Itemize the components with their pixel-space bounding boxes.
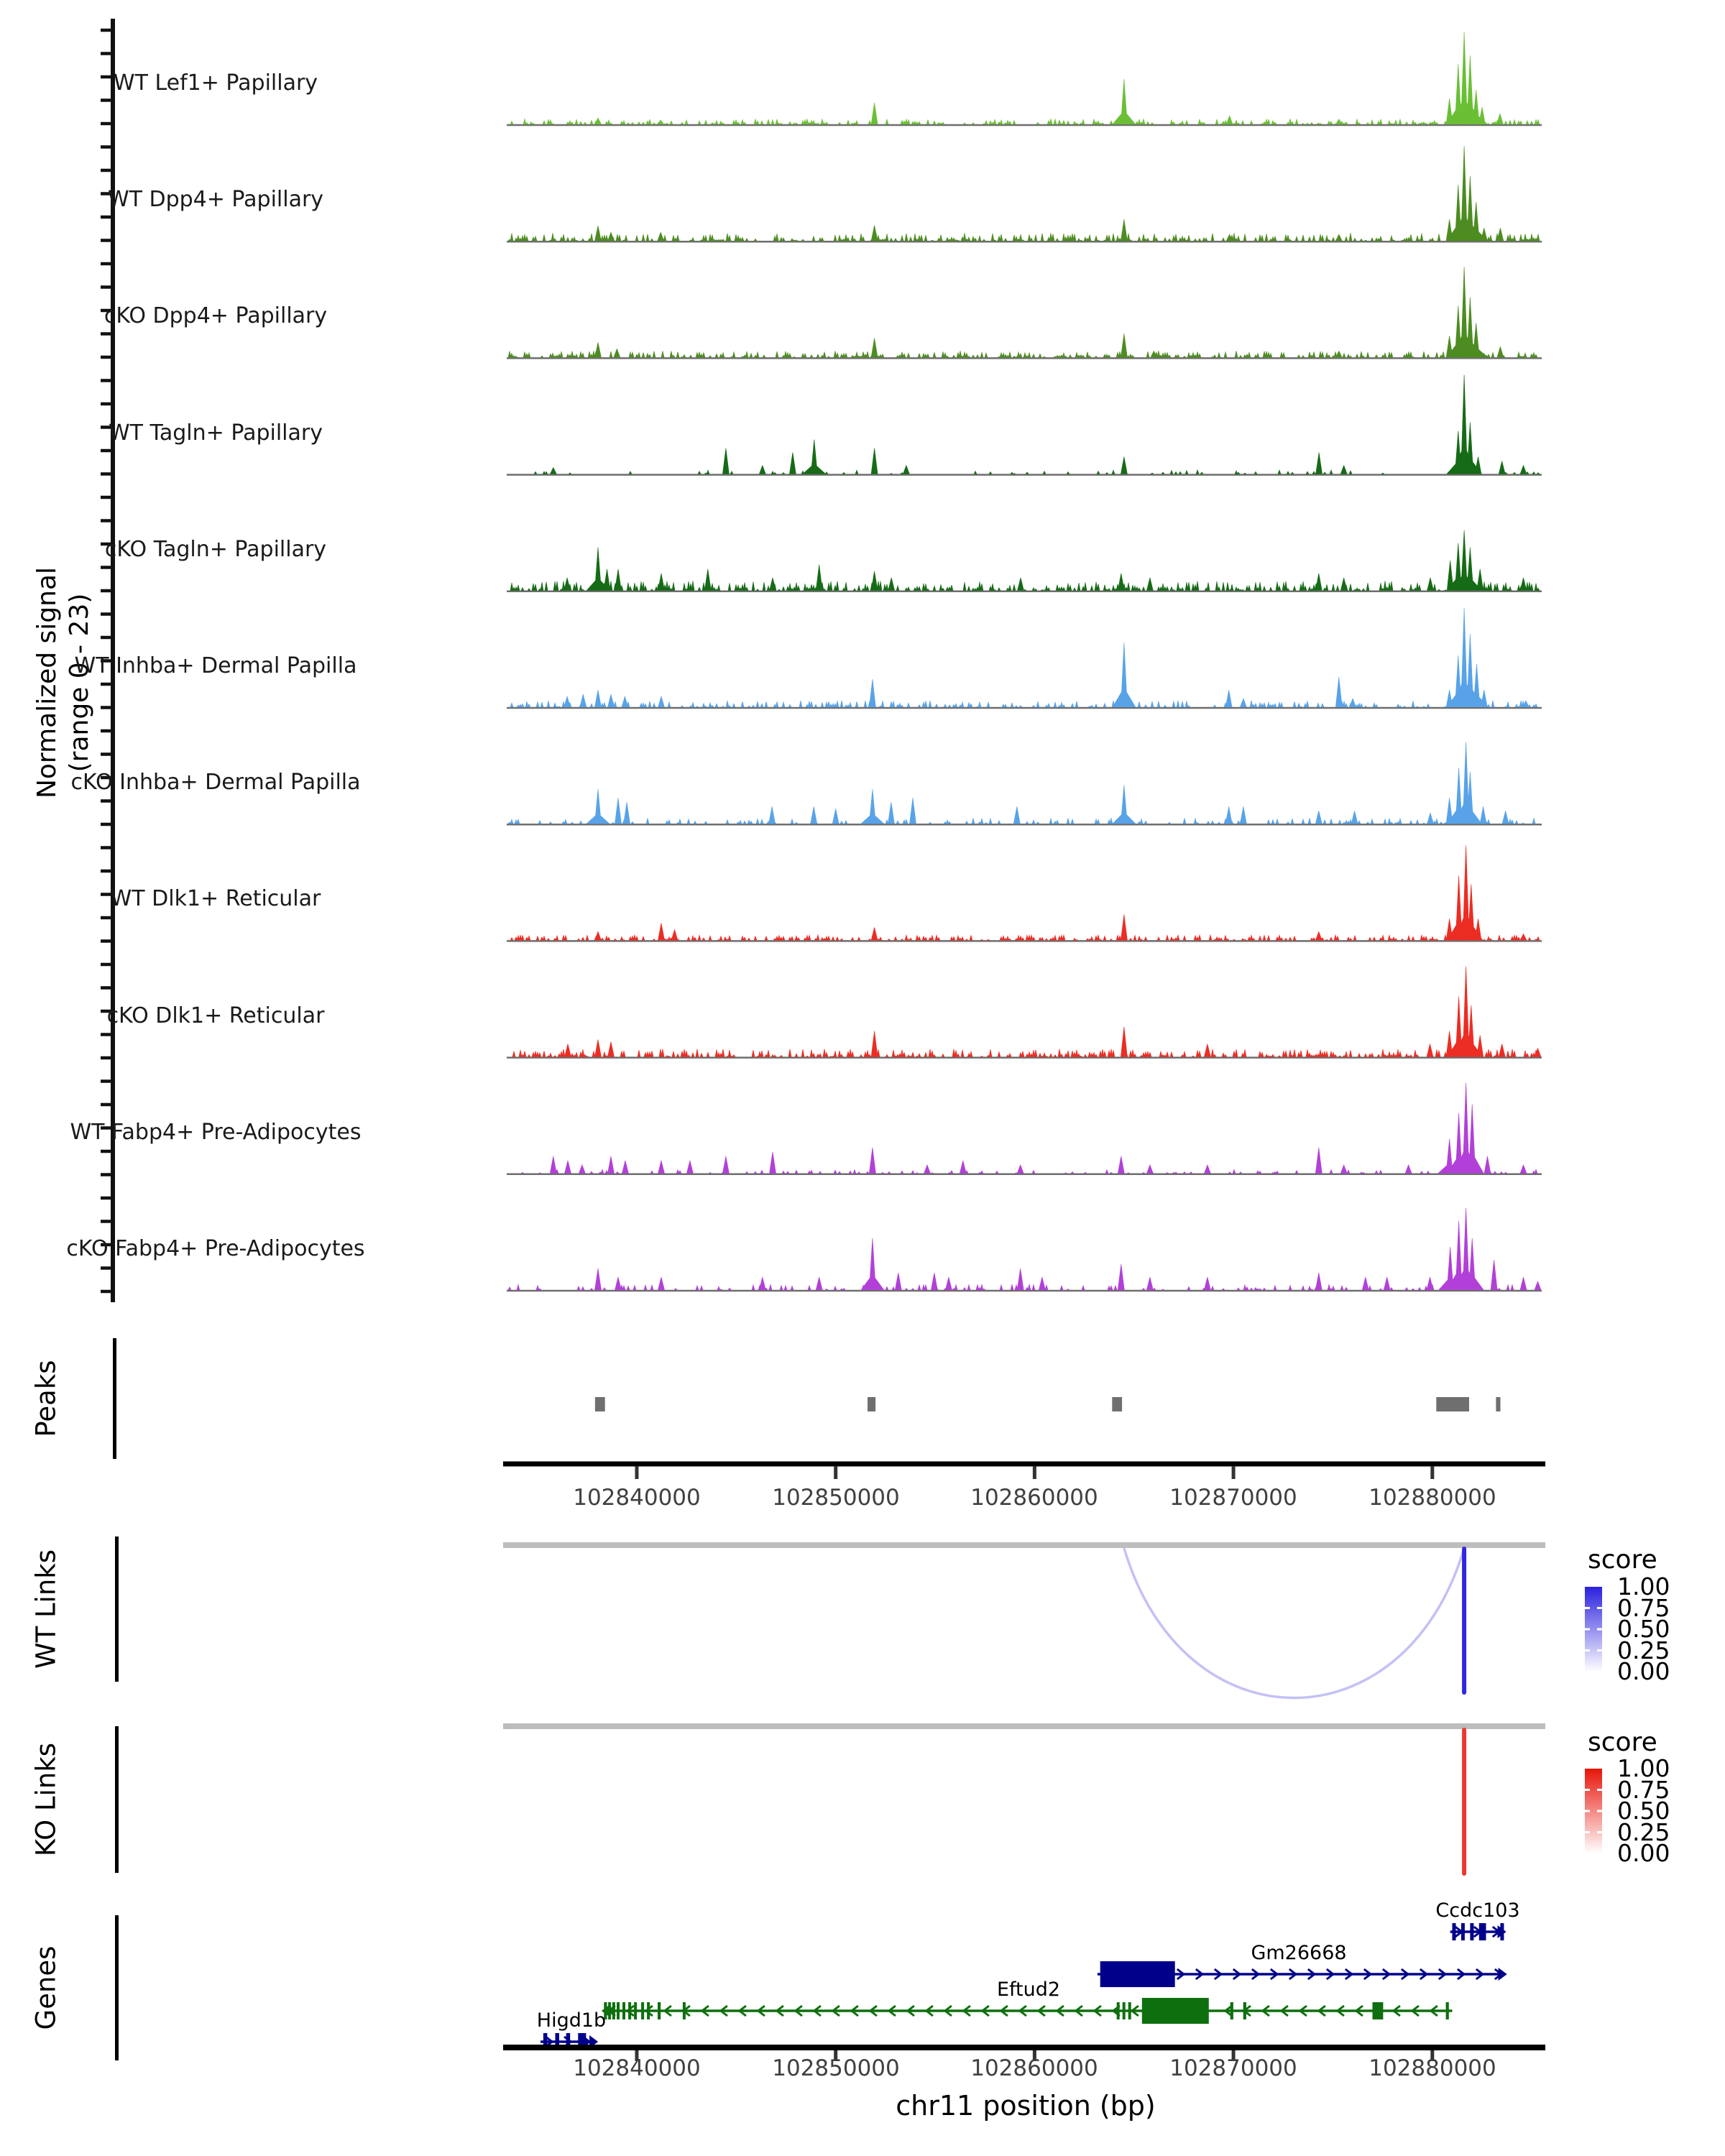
genome-tick-label: 102850000 — [772, 1485, 900, 1511]
wt-score-legend-title: score — [1588, 1545, 1657, 1575]
genome-tick-label: 102850000 — [772, 2055, 900, 2081]
genome-tick-label: 102840000 — [573, 1485, 701, 1511]
gene-exon — [1128, 2002, 1131, 2019]
coverage-signal — [508, 146, 1540, 241]
score-legend-tick-label: 0.75 — [1617, 1594, 1670, 1622]
genome-tick-label: 102880000 — [1368, 2055, 1496, 2081]
gene-exon — [1123, 2002, 1126, 2019]
score-legend-tick-label: 0.75 — [1617, 1776, 1670, 1804]
gene-name-label: Eftud2 — [996, 1978, 1061, 2001]
gene-exon — [1500, 1923, 1504, 1940]
signal-y-axis-label — [31, 567, 96, 798]
genome-tick-label: 102840000 — [573, 2055, 701, 2081]
signal-track-label: WT Lef1+ Papillary — [113, 70, 318, 96]
ko-links-section-label: KO Links — [30, 1742, 62, 1857]
links-axis-bar — [115, 1726, 119, 1873]
coverage-signal — [508, 267, 1537, 357]
score-legend-tick-label: 1.00 — [1617, 1754, 1670, 1782]
gene-exon — [1470, 1923, 1473, 1940]
gene-exon — [1243, 2002, 1246, 2019]
coverage-signal — [521, 1083, 1537, 1174]
genes-axis-bar — [115, 1915, 119, 2060]
gene-end-arrowhead — [1499, 1968, 1507, 1981]
signal-track-label: WT Dpp4+ Papillary — [107, 187, 324, 212]
coverage-signal — [510, 608, 1537, 707]
gene-exon — [1373, 2002, 1384, 2019]
gene-name-label: Higd1b — [536, 2009, 607, 2032]
genes-section-label: Genes — [30, 1945, 62, 2030]
coverage-signal — [510, 530, 1540, 591]
signal-track-label: WT Dlk1+ Reticular — [110, 886, 321, 911]
score-legend-tick-label: 0.25 — [1617, 1818, 1670, 1846]
wt-links-section-label: WT Links — [30, 1549, 62, 1669]
gene-name-label: Gm26668 — [1251, 1942, 1347, 1964]
peak-interval — [868, 1397, 875, 1411]
genome-tick-label: 102860000 — [970, 2055, 1098, 2081]
coverage-signal — [534, 375, 1540, 474]
signal-y-axis-label-line1: Normalized signal — [32, 566, 62, 799]
score-legend-tick-label: 0.00 — [1617, 1657, 1670, 1685]
peaks-section-label: Peaks — [30, 1360, 62, 1437]
signal-y-axis-label-line2: (range 0 - 23) — [65, 593, 94, 773]
peak-interval — [1112, 1397, 1122, 1411]
signal-track-label: cKO Fabp4+ Pre-Adipocytes — [66, 1236, 365, 1261]
genome-tick-label: 102870000 — [1169, 2055, 1297, 2081]
peak-interval — [1436, 1397, 1469, 1411]
score-legend-tick-label: 0.25 — [1617, 1636, 1670, 1664]
signal-track-label: WT Inhba+ Dermal Papilla — [74, 653, 357, 678]
genome-axis-title: chr11 position (bp) — [896, 2090, 1156, 2122]
signal-track-label: cKO Inhba+ Dermal Papilla — [70, 770, 361, 795]
score-legend-tick-label: 1.00 — [1617, 1572, 1670, 1600]
links-axis-bar — [115, 1537, 119, 1682]
peak-interval — [1496, 1397, 1500, 1411]
peak-interval — [595, 1397, 605, 1411]
gene-exon — [1117, 2002, 1120, 2019]
coverage-signal — [508, 1208, 1541, 1290]
genome-tick-label: 102860000 — [970, 1485, 1098, 1511]
genome-tick-label: 102870000 — [1169, 1485, 1297, 1511]
link-arc — [1124, 1548, 1464, 1698]
signal-track-label: cKO Dlk1+ Reticular — [106, 1003, 325, 1028]
coverage-signal — [508, 742, 1535, 824]
gene-exon — [1142, 1998, 1209, 2024]
gene-name-label: Ccdc103 — [1435, 1899, 1520, 1922]
gene-exon — [1446, 2002, 1449, 2019]
signal-track-label: WT Tagln+ Papillary — [109, 420, 323, 446]
gene-exon — [1230, 2002, 1233, 2019]
signal-track-label: cKO Tagln+ Papillary — [104, 537, 327, 562]
genome-tick-label: 102880000 — [1368, 1485, 1496, 1511]
signal-track-label: WT Fabp4+ Pre-Adipocytes — [70, 1120, 362, 1145]
ko-score-legend-title: score — [1588, 1728, 1657, 1757]
score-legend-tick-label: 0.50 — [1617, 1797, 1670, 1825]
coverage-signal — [510, 845, 1540, 940]
score-legend-tick-label: 0.50 — [1617, 1615, 1670, 1643]
gene-exon — [1453, 1923, 1456, 1940]
coverage-signal — [512, 967, 1541, 1057]
signal-track-label: cKO Dpp4+ Papillary — [104, 303, 328, 328]
peaks-axis-bar — [113, 1338, 116, 1459]
score-legend-tick-label: 0.00 — [1617, 1839, 1670, 1867]
coverage-signal — [510, 32, 1540, 124]
gene-exon — [683, 2002, 686, 2019]
gene-exon — [1479, 1923, 1486, 1940]
gene-exon — [1461, 1923, 1465, 1940]
